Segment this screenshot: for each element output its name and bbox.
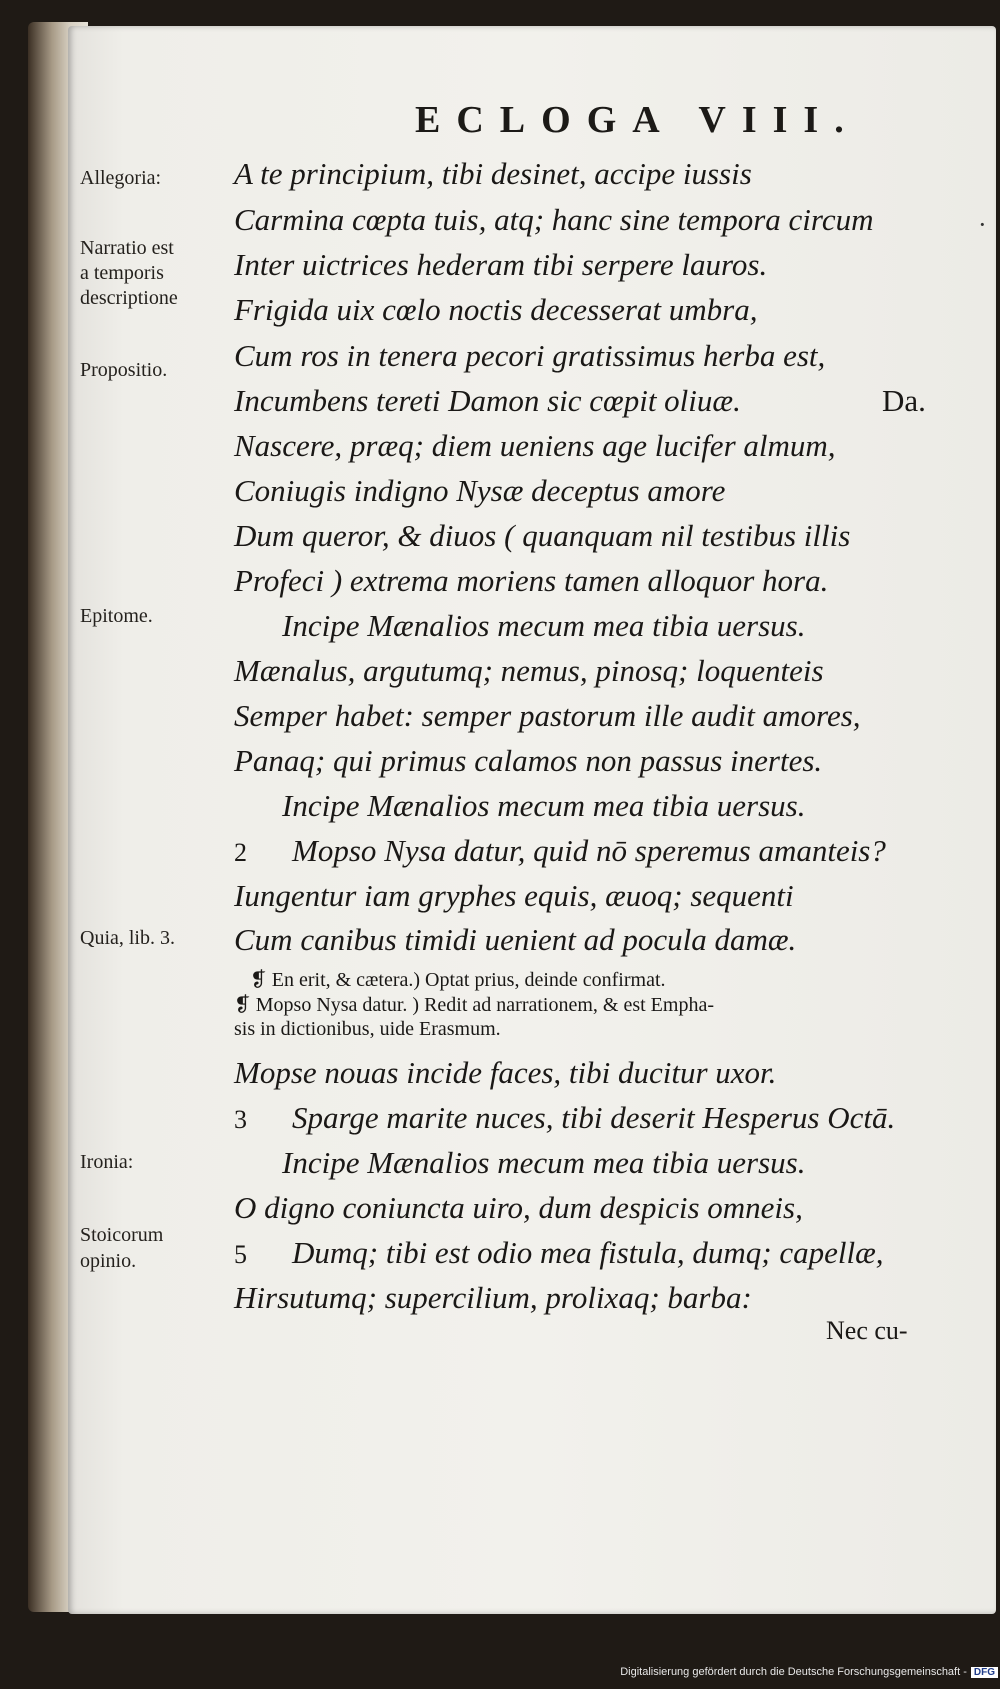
verse-line: Carmina cœpta tuis, atq; hanc sine tempora circum <box>234 202 874 237</box>
catchword: Nec cu- <box>826 1316 908 1345</box>
verse-line: Inter uictrices hederam tibi serpere lauros. <box>234 247 768 282</box>
verse-text: Dumq; tibi est odio mea fistula, dumq; capellæ, <box>292 1235 884 1270</box>
digitization-credit <box>600 1666 998 1686</box>
refrain-line: Incipe Mænalios mecum mea tibia uersus. <box>282 788 806 823</box>
verse-line: Nascere, præq; diem ueniens age lucifer almum, <box>234 428 836 463</box>
page-header: ECLOGA VIII. <box>415 99 860 141</box>
line-number: 5 <box>234 1240 247 1269</box>
margin-note-allegoria: Allegoria: <box>80 167 162 189</box>
verse-line: Profeci ) extrema moriens tamen alloquor hora. <box>234 563 829 598</box>
margin-note-epitome: Epitome. <box>80 605 153 627</box>
verse-text: Incumbens tereti Damon sic cœpit oliuæ. <box>234 383 741 418</box>
refrain-line: Incipe Mænalios mecum mea tibia uersus. <box>282 608 806 643</box>
verse-text: Sparge marite nuces, tibi deserit Hesperus Octā. <box>292 1100 896 1135</box>
line-number: 3 <box>234 1105 247 1134</box>
edge-mark: · <box>978 210 987 239</box>
verse-line: Cum canibus timidi uenient ad pocula damæ. <box>234 922 797 957</box>
verse-line: Dum queror, & diuos ( quanquam nil testibus illis <box>234 518 851 553</box>
verse-text: Mopso Nysa datur, quid nō speremus amanteis? <box>292 833 886 868</box>
margin-note-narratio-1: Narratio est <box>80 237 174 259</box>
verse-line <box>234 833 934 871</box>
line-number: 2 <box>234 838 247 867</box>
verse-line: Cum ros in tenera pecori gratissimus herba est, <box>234 338 826 373</box>
margin-note-quia: Quia, lib. 3. <box>80 927 175 949</box>
verse-line: Semper habet: semper pastorum ille audit amores, <box>234 698 861 733</box>
verse-line: Coniugis indigno Nysæ deceptus amore <box>234 473 726 508</box>
margin-note-propositio: Propositio. <box>80 359 168 381</box>
refrain-line: Incipe Mænalios mecum mea tibia uersus. <box>282 1145 806 1180</box>
credit-text: Digitalisierung gefördert durch die Deutsche Forschungsgemeinschaft - <box>620 1666 967 1678</box>
margin-note-stoicorum: Stoicorum <box>80 1224 164 1246</box>
commentary-note: ❡ En erit, & cætera.) Optat prius, deinde confirmat. <box>250 969 666 991</box>
verse-line: Panaq; qui primus calamos non passus inertes. <box>234 743 823 778</box>
verse-line: O digno coniuncta uiro, dum despicis omneis, <box>234 1190 803 1225</box>
verse-line: Iungentur iam gryphes equis, æuoq; sequenti <box>234 878 794 913</box>
commentary-note: sis in dictionibus, uide Erasmum. <box>234 1018 501 1040</box>
margin-note-narratio-2: a temporis <box>80 262 164 284</box>
margin-note-opinio: opinio. <box>80 1250 137 1272</box>
verse-line: A te principium, tibi desinet, accipe iussis <box>234 156 752 191</box>
speaker-label: Da. <box>882 383 926 418</box>
margin-note-ironia: Ironia: <box>80 1151 134 1173</box>
verse-line <box>234 1100 934 1138</box>
verse-line <box>234 1235 934 1273</box>
verse-line: Mopse nouas incide faces, tibi ducitur uxor. <box>234 1055 777 1090</box>
verse-line: Hirsutumq; supercilium, prolixaq; barba: <box>234 1280 752 1315</box>
margin-note-narratio-3: descriptione <box>80 287 178 309</box>
commentary-note: ❡ Mopso Nysa datur. ) Redit ad narrationem, & est Empha- <box>234 994 714 1016</box>
verse-line <box>234 383 934 419</box>
dfg-logo: DFG <box>971 1667 998 1678</box>
verse-line: Frigida uix cœlo noctis decesserat umbra, <box>234 292 758 327</box>
verse-line: Mænalus, argutumq; nemus, pinosq; loquenteis <box>234 653 824 688</box>
